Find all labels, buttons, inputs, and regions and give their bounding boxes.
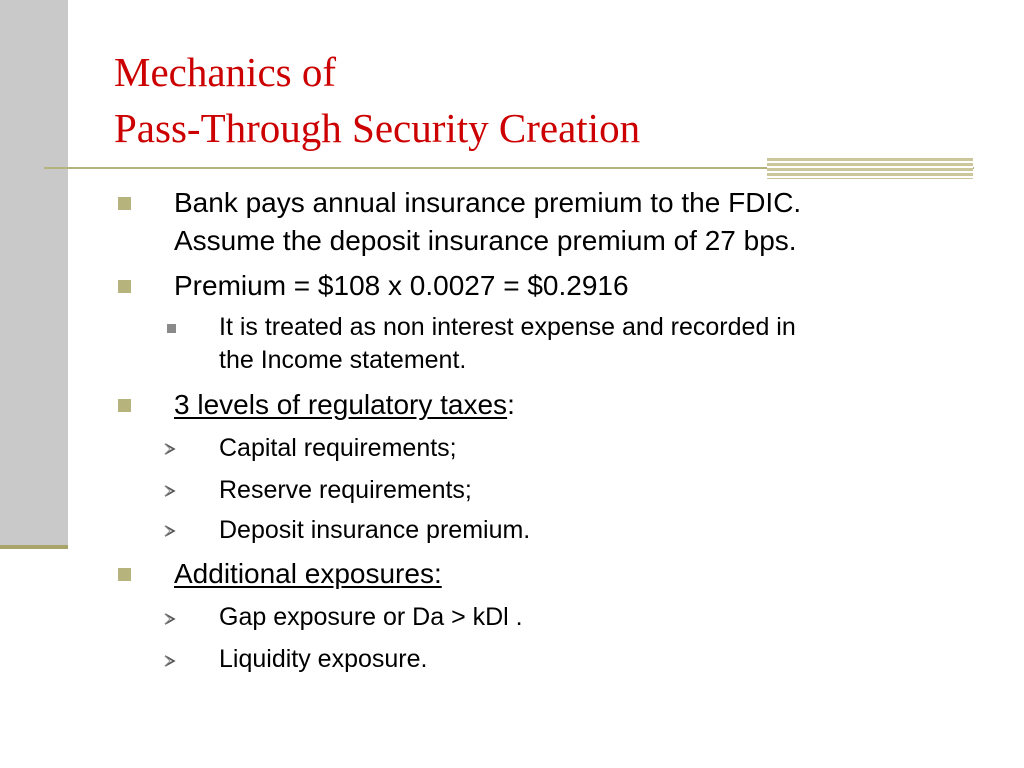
arrow-bullet-icon [162,523,178,539]
sub-bullet-square-icon [167,324,176,333]
arrow-bullet-icon [162,483,178,499]
additional-exposures-text: Additional exposures: [174,558,442,589]
arrow-item-gap-exposure: Gap exposure or Da > kDl . [219,603,523,631]
title-line-1: Mechanics of [114,49,336,95]
arrow-item-liquidity: Liquidity exposure. [219,645,428,673]
arrow-bullet-icon [162,653,178,669]
arrow-bullet-icon [162,611,178,627]
side-decoration-line [0,545,68,549]
bullet-regulatory-taxes [174,386,515,424]
arrow-item-capital: Capital requirements; [219,434,457,462]
sub-bullet-expense-line-2: the Income statement. [219,346,467,374]
arrow-item-deposit-insurance: Deposit insurance premium. [219,516,531,544]
regulatory-taxes-text: 3 levels of regulatory taxes [174,389,508,420]
side-decoration-panel [0,0,68,545]
bullet-square-icon [118,197,131,210]
bullet-square-icon [118,399,131,412]
arrow-bullet-icon [162,441,178,457]
slide-title [114,44,974,156]
bullet-square-icon [118,568,131,581]
title-divider-band [767,158,973,179]
bullet-fdic-line-1: Bank pays annual insurance premium to the FDIC. [174,187,802,218]
bullet-additional-exposures [174,555,442,593]
title-line-2: Pass-Through Security Creation [114,105,641,151]
regulatory-taxes-colon: : [507,389,515,420]
arrow-item-reserve: Reserve requirements; [219,476,472,504]
bullet-fdic-line-2: Assume the deposit insurance premium of 27 bps. [174,225,797,256]
sub-bullet-expense-line-1: It is treated as non interest expense and recorded in [219,313,796,341]
bullet-premium: Premium = $108 x 0.0027 = $0.2916 [174,270,629,301]
bullet-square-icon [118,280,131,293]
